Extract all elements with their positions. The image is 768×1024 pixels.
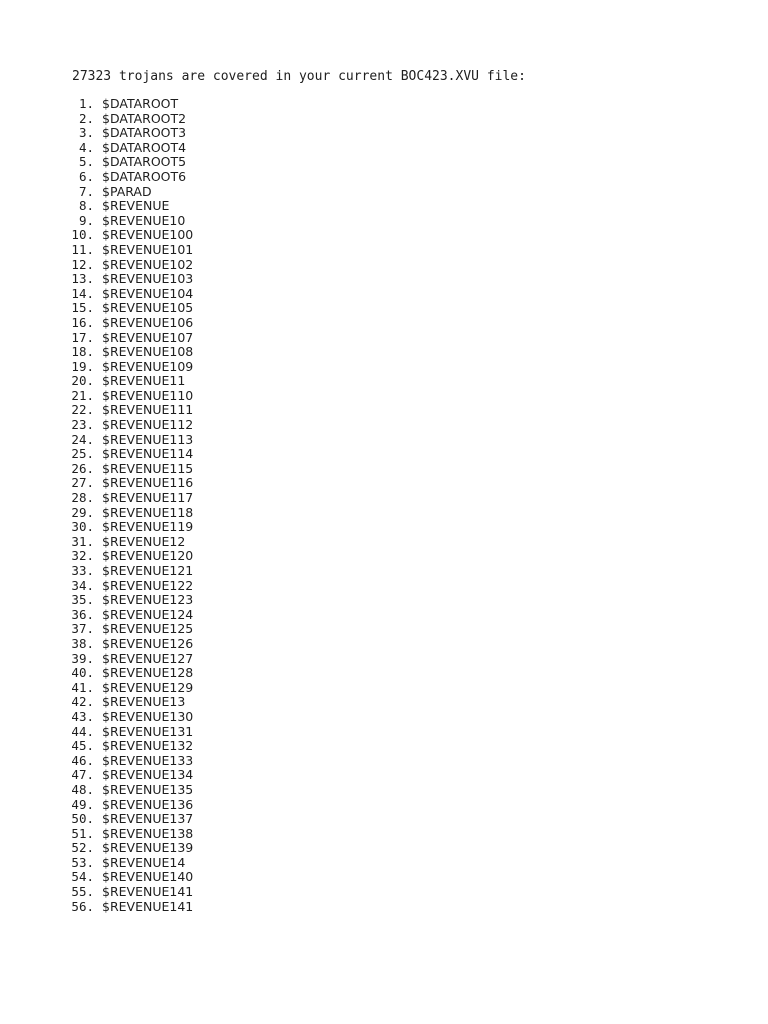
list-item	[70, 666, 193, 681]
list-item-number: 39.	[71, 650, 94, 666]
list-item	[70, 331, 193, 346]
list-item	[70, 287, 193, 302]
list-item-number: 5.	[78, 154, 94, 170]
list-item-number: 55.	[71, 884, 94, 900]
list-item	[70, 739, 193, 754]
list-item	[70, 827, 193, 842]
list-item-name: $REVENUE104	[102, 285, 194, 301]
list-item-name: $REVENUE137	[102, 811, 194, 827]
list-item-number: 14.	[71, 285, 94, 301]
list-item-name: $REVENUE12	[102, 533, 186, 549]
list-item-number: 41.	[71, 679, 94, 695]
list-item-name: $REVENUE113	[102, 431, 194, 447]
list-item	[70, 652, 193, 667]
list-item-name: $DATAROOT2	[102, 110, 187, 126]
list-item-number: 48.	[71, 781, 94, 797]
list-item-number: 1.	[78, 96, 94, 111]
list-item-number: 49.	[71, 796, 94, 812]
list-item	[70, 491, 193, 506]
list-item-name: $REVENUE126	[102, 635, 194, 651]
list-item-number: 13.	[71, 271, 94, 287]
list-item	[70, 214, 193, 229]
list-item-number: 17.	[71, 329, 94, 345]
list-item	[70, 520, 193, 535]
list-item-number: 27.	[71, 475, 94, 491]
list-item-name: $REVENUE121	[102, 563, 194, 578]
list-item-name: $REVENUE130	[102, 708, 194, 724]
list-item	[70, 272, 193, 287]
list-item-number: 31.	[71, 533, 94, 549]
list-item-number: 6.	[78, 168, 94, 184]
list-item	[70, 593, 193, 608]
list-item	[70, 900, 193, 915]
list-item-name: $PARAD	[102, 183, 152, 199]
list-item	[70, 885, 193, 900]
list-item-name: $REVENUE107	[102, 329, 194, 345]
list-item	[70, 535, 193, 550]
list-item-name: $REVENUE120	[102, 548, 194, 564]
list-item	[70, 243, 193, 258]
list-item	[70, 506, 193, 521]
list-item	[70, 97, 193, 112]
list-item-number: 38.	[71, 635, 94, 651]
list-item-name: $REVENUE115	[102, 460, 194, 476]
list-item-name: $REVENUE132	[102, 738, 194, 754]
list-item-name: $REVENUE106	[102, 314, 194, 330]
list-item	[70, 112, 193, 127]
list-item-name: $REVENUE125	[102, 621, 194, 637]
list-item	[70, 141, 193, 156]
list-item-number: 40.	[71, 665, 94, 681]
list-item	[70, 433, 193, 448]
list-item	[70, 783, 193, 798]
list-item-name: $REVENUE138	[102, 825, 194, 841]
list-item-name: $REVENUE110	[102, 387, 194, 403]
list-item	[70, 710, 193, 725]
list-item	[70, 155, 193, 170]
list-item-number: 12.	[71, 256, 94, 272]
list-item-name: $REVENUE111	[102, 402, 194, 418]
list-item	[70, 185, 193, 200]
list-item-number: 46.	[71, 752, 94, 768]
list-item-name: $REVENUE112	[102, 417, 194, 433]
list-item	[70, 389, 193, 404]
list-item-name: $REVENUE119	[102, 519, 194, 535]
list-item	[70, 856, 193, 871]
document-heading: 27323 trojans are covered in your current BOC423.XVU file:	[72, 69, 526, 84]
list-item-number: 35.	[71, 592, 94, 608]
list-item-name: $REVENUE131	[102, 723, 194, 739]
list-item-name: $REVENUE118	[102, 504, 194, 520]
list-item-name: $REVENUE114	[102, 446, 194, 462]
list-item-number: 18.	[71, 344, 94, 360]
list-item	[70, 345, 193, 360]
list-item	[70, 608, 193, 623]
list-item-number: 22.	[71, 402, 94, 418]
list-item-name: $REVENUE103	[102, 271, 194, 287]
list-item-number: 20.	[71, 373, 94, 389]
list-item-name: $REVENUE141	[102, 898, 194, 914]
list-item-number: 51.	[71, 825, 94, 841]
list-item-number: 8.	[78, 198, 94, 214]
list-item-number: 3.	[78, 125, 94, 141]
list-item-number: 45.	[71, 738, 94, 754]
trojan-list	[70, 97, 193, 914]
list-item	[70, 754, 193, 769]
list-item-name: $REVENUE124	[102, 606, 194, 622]
list-item-name: $REVENUE116	[102, 475, 194, 491]
list-item	[70, 360, 193, 375]
list-item-name: $REVENUE13	[102, 694, 186, 710]
list-item	[70, 447, 193, 462]
list-item-name: $REVENUE136	[102, 796, 194, 812]
list-item-number: 56.	[71, 898, 94, 914]
list-item-name: $REVENUE122	[102, 577, 194, 593]
list-item-number: 34.	[71, 577, 94, 593]
list-item-name: $REVENUE	[102, 198, 170, 214]
list-item	[70, 695, 193, 710]
list-item-name: $REVENUE105	[102, 300, 194, 316]
list-item	[70, 622, 193, 637]
list-item	[70, 768, 193, 783]
list-item-number: 52.	[71, 840, 94, 856]
list-item-name: $DATAROOT	[102, 96, 179, 111]
list-item-number: 19.	[71, 358, 94, 374]
list-item	[70, 549, 193, 564]
list-item-name: $REVENUE10	[102, 212, 186, 228]
list-item	[70, 316, 193, 331]
list-item	[70, 374, 193, 389]
list-item-name: $REVENUE140	[102, 869, 194, 885]
list-item-name: $REVENUE109	[102, 358, 194, 374]
list-item-name: $REVENUE14	[102, 854, 186, 870]
list-item-number: 2.	[78, 110, 94, 126]
list-item-number: 9.	[78, 212, 94, 228]
list-item-name: $DATAROOT6	[102, 168, 187, 184]
list-item-number: 36.	[71, 606, 94, 622]
list-item-name: $REVENUE128	[102, 665, 194, 681]
list-item-number: 11.	[71, 241, 94, 257]
list-item-name: $REVENUE129	[102, 679, 194, 695]
list-item	[70, 564, 193, 579]
list-item	[70, 462, 193, 477]
list-item-name: $REVENUE127	[102, 650, 194, 666]
list-item-number: 32.	[71, 548, 94, 564]
list-item	[70, 681, 193, 696]
list-item	[70, 870, 193, 885]
list-item	[70, 798, 193, 813]
list-item-number: 10.	[71, 227, 94, 243]
list-item-name: $REVENUE108	[102, 344, 194, 360]
list-item-name: $REVENUE101	[102, 241, 194, 257]
list-item-name: $REVENUE135	[102, 781, 194, 797]
list-item	[70, 301, 193, 316]
list-item	[70, 170, 193, 185]
list-item-number: 29.	[71, 504, 94, 520]
list-item-number: 42.	[71, 694, 94, 710]
list-item	[70, 476, 193, 491]
list-item-number: 23.	[71, 417, 94, 433]
list-item-name: $REVENUE123	[102, 592, 194, 608]
list-item-number: 25.	[71, 446, 94, 462]
list-item-name: $REVENUE11	[102, 373, 186, 389]
list-item-number: 47.	[71, 767, 94, 783]
list-item	[70, 403, 193, 418]
list-item	[70, 228, 193, 243]
list-item-name: $DATAROOT3	[102, 125, 187, 141]
list-item	[70, 126, 193, 141]
list-item-number: 15.	[71, 300, 94, 316]
list-item	[70, 579, 193, 594]
list-item-number: 54.	[71, 869, 94, 885]
list-item	[70, 637, 193, 652]
list-item-name: $REVENUE100	[102, 227, 194, 243]
list-item-name: $DATAROOT5	[102, 154, 187, 170]
list-item-number: 50.	[71, 811, 94, 827]
list-item-name: $DATAROOT4	[102, 139, 187, 155]
list-item	[70, 418, 193, 433]
list-item	[70, 812, 193, 827]
list-item	[70, 199, 193, 214]
list-item-name: $REVENUE141	[102, 884, 194, 900]
list-item	[70, 841, 193, 856]
list-item-number: 30.	[71, 519, 94, 535]
list-item-number: 21.	[71, 387, 94, 403]
list-item-number: 44.	[71, 723, 94, 739]
list-item-name: $REVENUE134	[102, 767, 194, 783]
list-item-number: 28.	[71, 490, 94, 506]
list-item-number: 4.	[78, 139, 94, 155]
list-item	[70, 258, 193, 273]
list-item-name: $REVENUE117	[102, 490, 194, 506]
list-item-number: 43.	[71, 708, 94, 724]
list-item-number: 24.	[71, 431, 94, 447]
list-item	[70, 725, 193, 740]
list-item-name: $REVENUE139	[102, 840, 194, 856]
list-item-name: $REVENUE133	[102, 752, 194, 768]
list-item-number: 26.	[71, 460, 94, 476]
list-item-name: $REVENUE102	[102, 256, 194, 272]
list-item-number: 33.	[71, 563, 94, 578]
list-item-number: 53.	[71, 854, 94, 870]
list-item-number: 37.	[71, 621, 94, 637]
list-item-number: 7.	[78, 183, 94, 199]
list-item-number: 16.	[71, 314, 94, 330]
